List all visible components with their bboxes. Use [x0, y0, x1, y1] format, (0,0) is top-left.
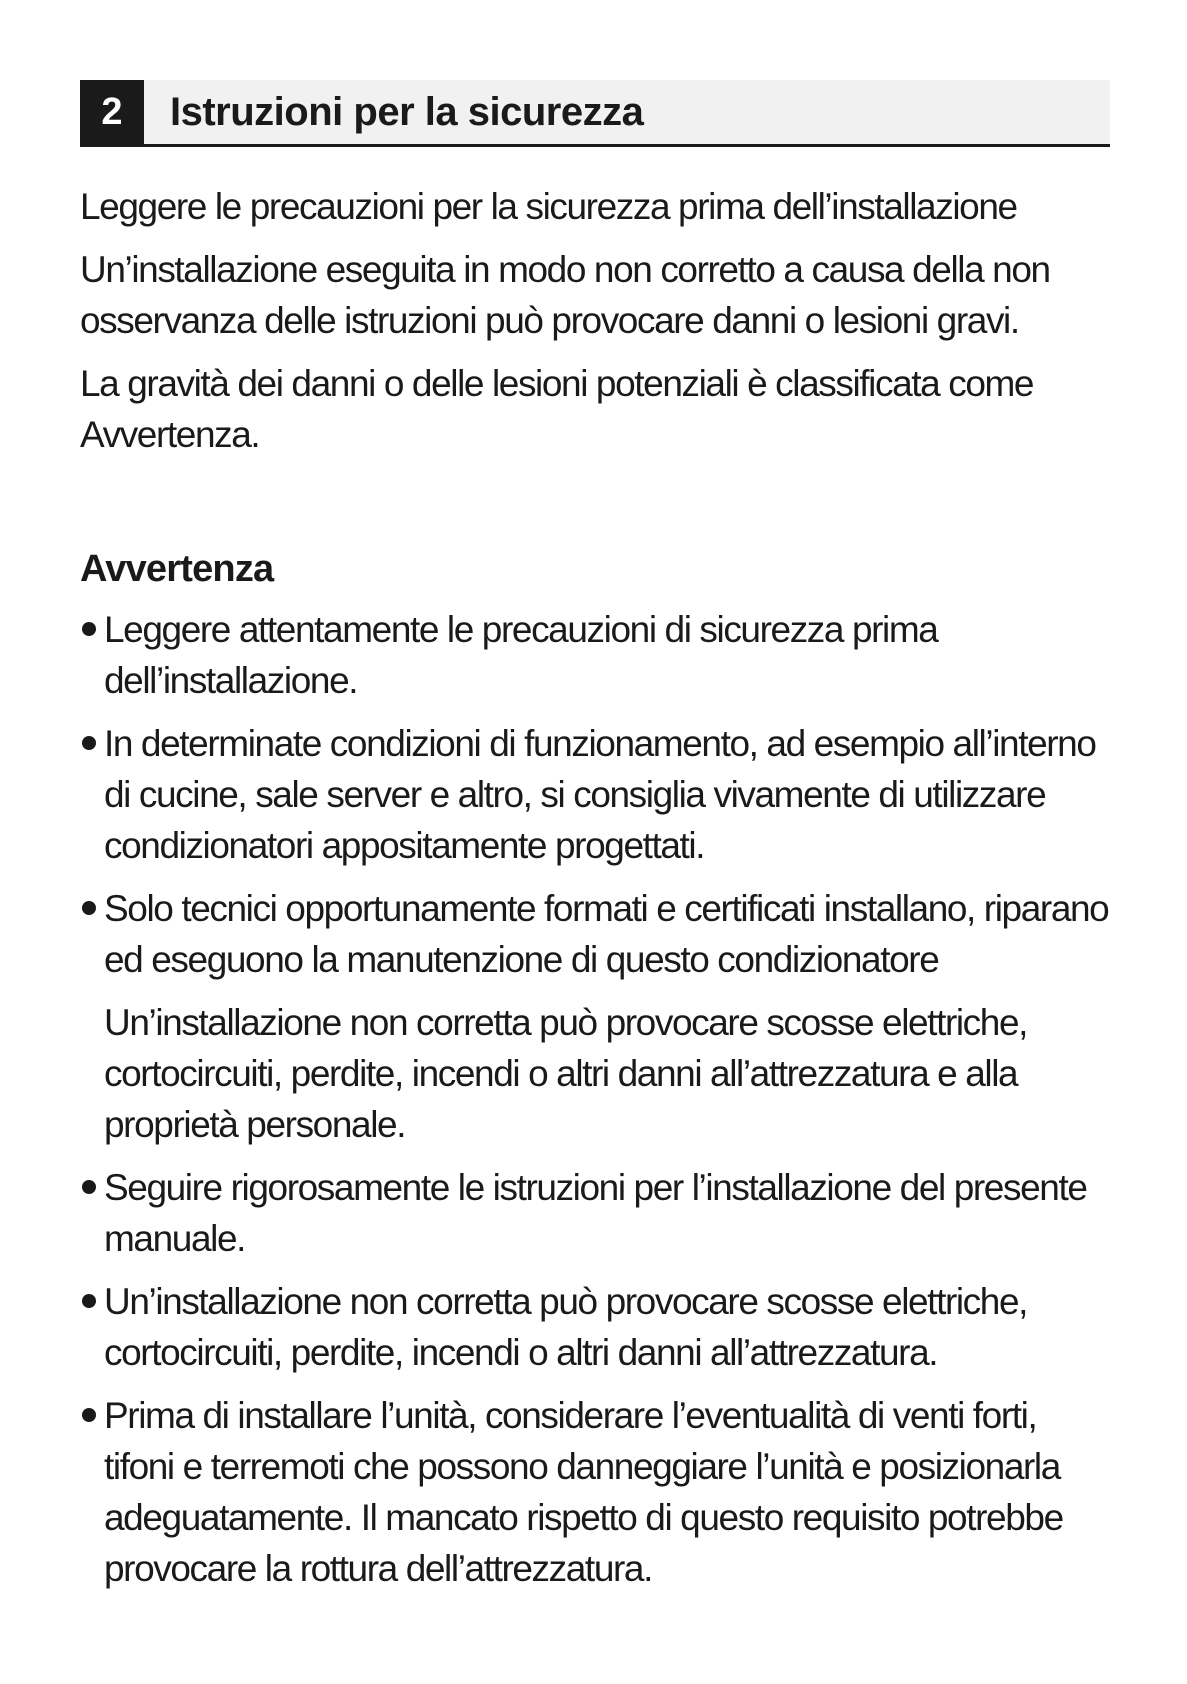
intro-paragraph: Un’installazione eseguita in modo non corretto a causa della non osservanza delle istruzioni può provocare danni o lesioni gravi. — [80, 249, 1050, 341]
warning-item-text: Un’installazione non corretta può provocare scosse elettriche, cortocircuiti, perdite, incendi o altri danni all’attrezzatura. — [104, 1281, 1028, 1373]
warning-item-text: Prima di installare l’unità, considerare l’eventualità di venti forti, tifoni e terremoti che possono danneggiare l’unità e posizionarla adeguatamente. Il mancato rispetto di questo requisito potrebbe provocare la rottura dell’attrezzatura. — [104, 1395, 1063, 1589]
section-title: Istruzioni per la sicurezza — [170, 89, 644, 134]
warning-item — [80, 1162, 1110, 1264]
warning-item — [80, 718, 1110, 871]
warning-list — [80, 604, 1110, 1594]
warning-heading: Avvertenza — [80, 548, 274, 590]
section-header — [80, 80, 1110, 147]
intro-paragraph: La gravità dei danni o delle lesioni potenziali è classificata come Avvertenza. — [80, 363, 1034, 455]
intro-paragraph: Leggere le precauzioni per la sicurezza prima dell’installazione — [80, 186, 1017, 227]
bullet-icon — [82, 1408, 96, 1422]
warning-item-text: Seguire rigorosamente le istruzioni per l’installazione del presente manuale. — [104, 1167, 1087, 1259]
section-number: 2 — [80, 80, 144, 144]
manual-page — [80, 80, 1110, 1606]
warning-item — [80, 1390, 1110, 1594]
warning-item — [80, 883, 1110, 1150]
warning-item — [80, 604, 1110, 706]
bullet-icon — [82, 1180, 96, 1194]
bullet-icon — [82, 736, 96, 750]
bullet-icon — [82, 1294, 96, 1308]
warning-item-text: Leggere attentamente le precauzioni di sicurezza prima dell’installazione. — [104, 609, 938, 701]
intro-block — [80, 181, 1110, 460]
warning-item-text: In determinate condizioni di funzionamento, ad esempio all’interno di cucine, sale server e altro, si consiglia vivamente di utilizzare condizionatori appositamente progettati. — [104, 723, 1096, 866]
bullet-icon — [82, 901, 96, 915]
warning-item-text: Solo tecnici opportunamente formati e certificati installano, riparano ed eseguono la manutenzione di questo condizionatore — [104, 888, 1109, 980]
warning-item — [80, 1276, 1110, 1378]
bullet-icon — [82, 622, 96, 636]
warning-item-subtext: Un’installazione non corretta può provocare scosse elettriche, cortocircuiti, perdite, incendi o altri danni all’attrezzatura e alla proprietà personale. — [104, 1002, 1028, 1145]
